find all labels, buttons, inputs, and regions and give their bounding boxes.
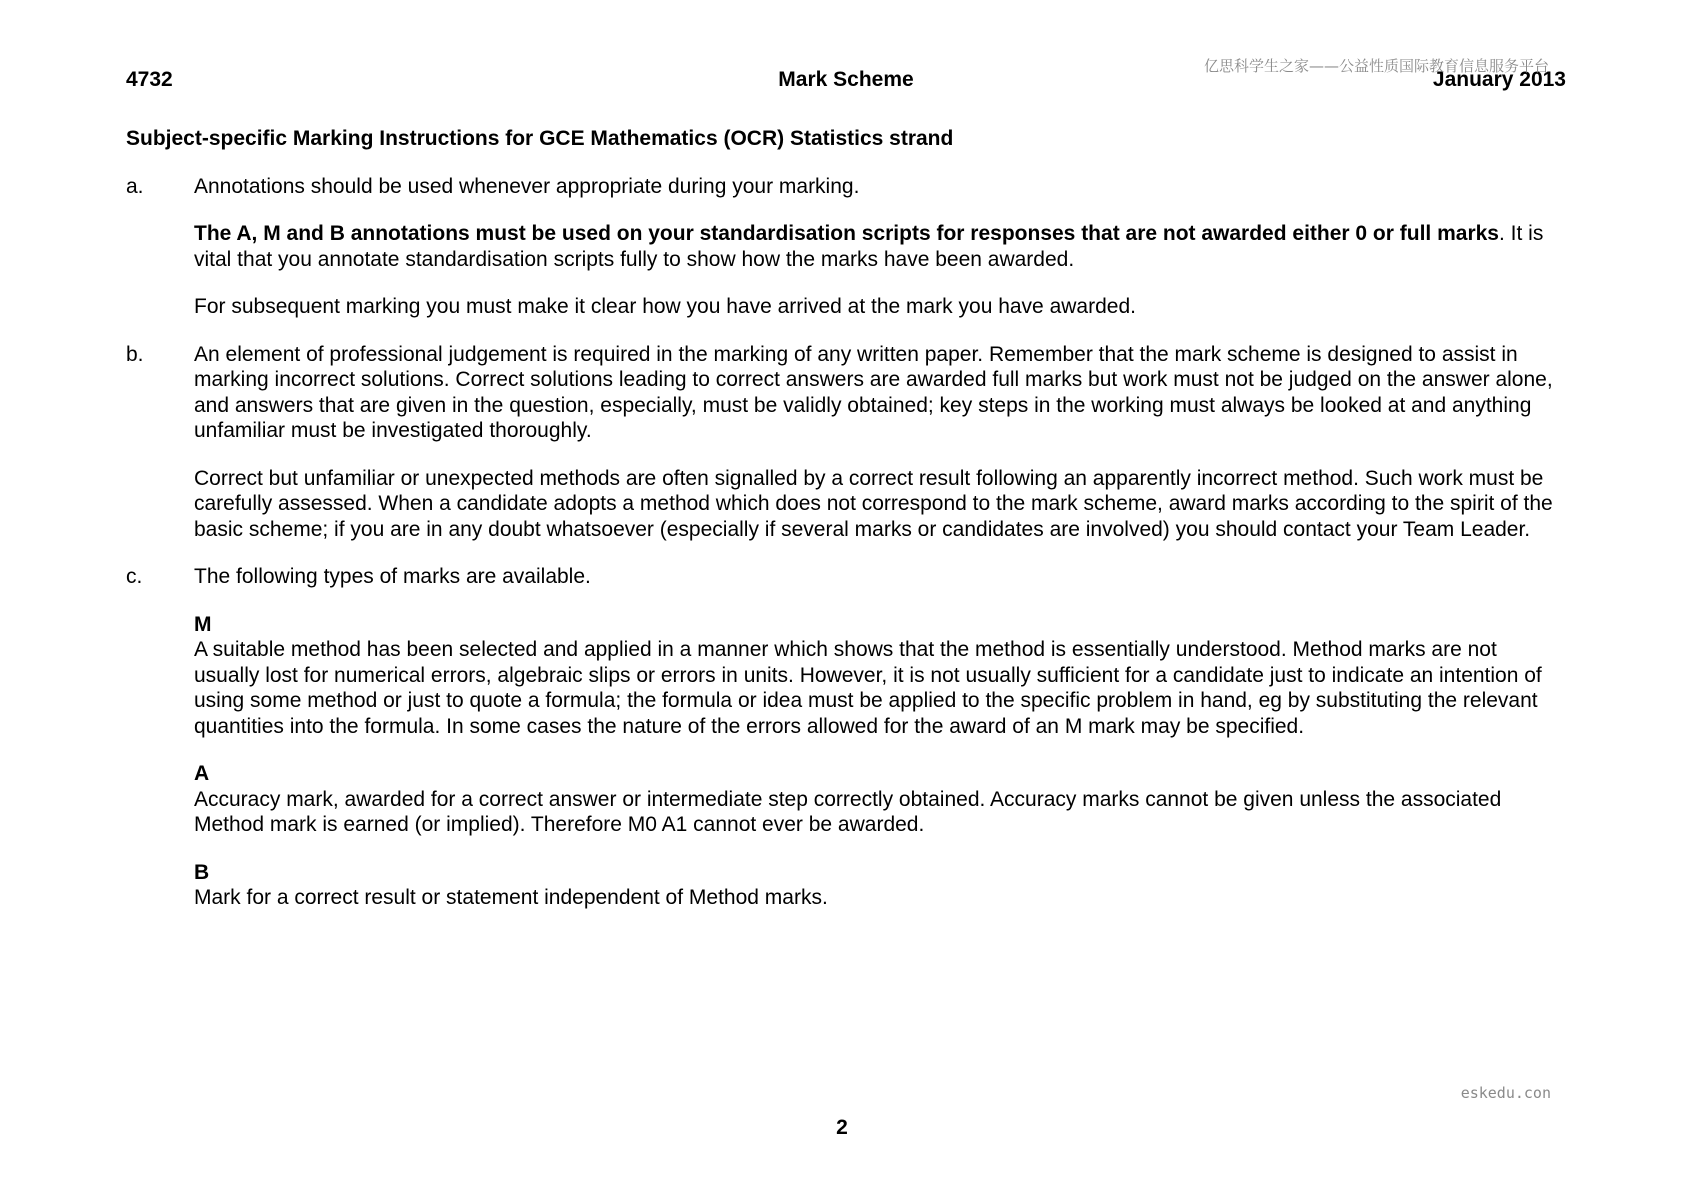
document-title: Mark Scheme — [778, 68, 914, 91]
mark-type-m — [194, 612, 1566, 740]
item-b-paragraph-1: An element of professional judgement is required in the marking of any written paper. Remember that the mark scheme is designed to assist in marking incorrect solutions. Correct solutions leading to correct answers are awarded full marks but work must not be judged on the answer alone, and answers that are given in the question, especially, must be validly obtained; key steps in the working must always be looked at and anything unfamiliar must be investigated thoroughly. — [194, 342, 1553, 442]
item-a-paragraph-1: Annotations should be used whenever appropriate during your marking. — [194, 174, 860, 198]
watermark-top: 亿思科学生之家——公益性质国际教育信息服务平台 — [1203, 57, 1549, 75]
mark-type-b — [194, 860, 1566, 911]
mark-type-description: A suitable method has been selected and applied in a manner which shows that the method is essentially understood. Method marks are not usually lost for numerical errors, algebraic slips or errors in units. However, it is not usually sufficient for a candidate just to indicate an intention of using some method or just to quote a formula; the formula or idea must be applied to the specific problem in hand, eg by substituting the relevant quantities into the formula. In some cases the nature of the errors allowed for the award of an M mark may be specified. — [194, 638, 1542, 738]
page-content — [126, 126, 1566, 933]
item-a-paragraph-2 — [194, 221, 1566, 272]
mark-type-a — [194, 761, 1566, 838]
mark-type-description: Mark for a correct result or statement independent of Method marks. — [194, 886, 828, 909]
item-a-paragraph-3: For subsequent marking you must make it clear how you have arrived at the mark you have awarded. — [194, 295, 1136, 318]
item-a-statement-rest: . It is vital that you annotate standardisation scripts fully to show how the marks have been awarded. — [194, 222, 1544, 271]
paper-code: 4732 — [126, 68, 173, 91]
mark-type-label: M — [194, 612, 212, 636]
item-marker-c: c. — [126, 565, 143, 588]
section-heading: Subject-specific Marking Instructions for GCE Mathematics (OCR) Statistics strand — [126, 127, 954, 150]
mark-type-description: Accuracy mark, awarded for a correct answer or intermediate step correctly obtained. Accuracy marks cannot be given unless the associated Method mark is earned (or implied). Therefore M0 A1 cannot ever be awarded. — [194, 787, 1502, 836]
item-a-bold-statement: The A, M and B annotations must be used on your standardisation scripts for responses that are not awarded either 0 or full marks — [194, 222, 1499, 245]
item-marker-b: b. — [126, 342, 144, 366]
instruction-item-b — [126, 342, 1566, 543]
page-number: 2 — [836, 1116, 848, 1139]
instruction-item-c — [126, 564, 1566, 911]
watermark-bottom: eskedu.con — [1460, 1084, 1551, 1102]
exam-date: January 2013 — [1432, 68, 1566, 91]
mark-type-label: A — [194, 762, 210, 785]
item-c-paragraph-1: The following types of marks are available. — [194, 565, 591, 588]
instruction-item-a — [126, 174, 1566, 320]
mark-type-label: B — [194, 860, 210, 884]
item-marker-a: a. — [126, 174, 144, 198]
item-b-paragraph-2: Correct but unfamiliar or unexpected methods are often signalled by a correct result following an apparently incorrect method. Such work must be carefully assessed. When a candidate adopts a method which does not correspond to the mark scheme, award marks according to the spirit of the basic scheme; if you are in any doubt whatsoever (especially if several marks or candidates are involved) you should contact your Team Leader. — [194, 466, 1553, 541]
